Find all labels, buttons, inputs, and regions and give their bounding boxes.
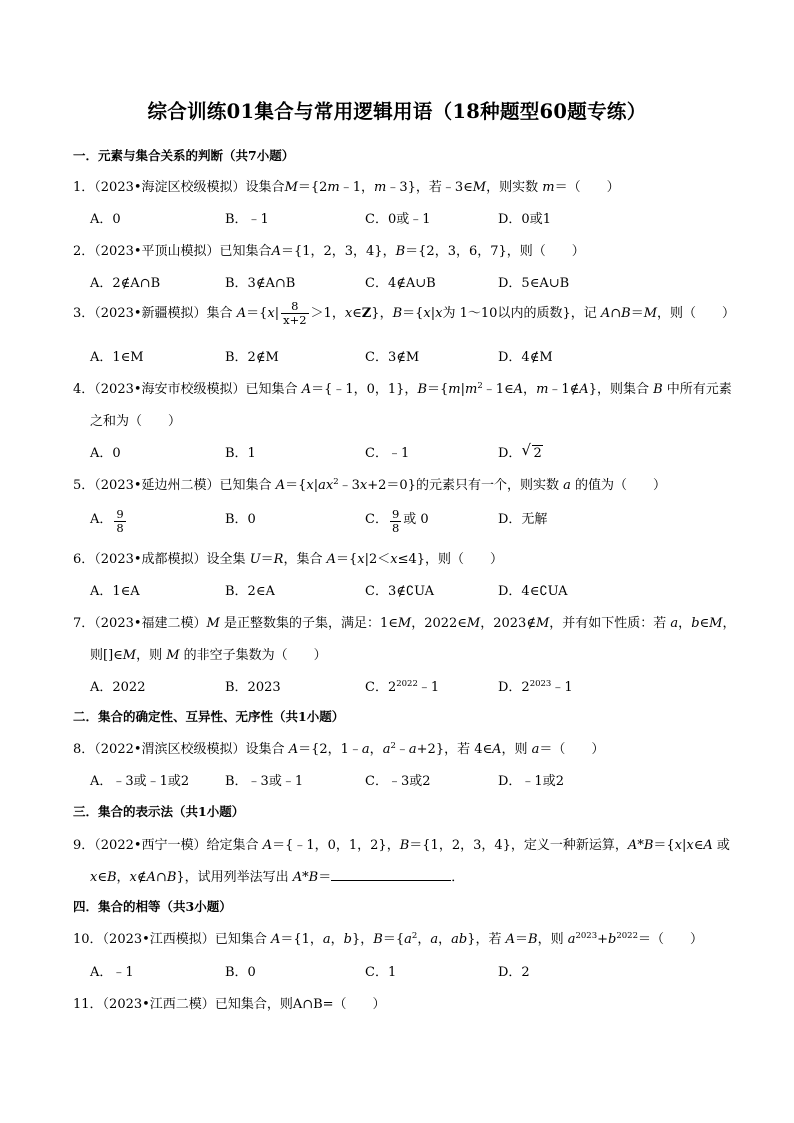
question-source: （2023•新疆模拟）	[94, 306, 207, 321]
options-q1	[90, 208, 790, 226]
question-number: 9．	[73, 838, 95, 853]
options-q8	[90, 770, 790, 788]
question-number: 1．	[73, 180, 95, 195]
question-number: 8．	[73, 742, 95, 757]
section-heading-4: 四．集合的相等（共3小题）	[73, 899, 232, 914]
option-c: C．3∉M	[365, 350, 420, 365]
option-c: C．4∉A∪B	[365, 276, 436, 291]
options-q6	[90, 580, 790, 598]
question-number: 7．	[73, 616, 95, 631]
option-a: A．0	[90, 212, 121, 227]
sqrt-2: √ 2	[521, 441, 542, 461]
question-source: （2023•平顶山模拟）	[94, 244, 220, 259]
question-source: （2023•江西模拟）	[102, 932, 215, 947]
section-heading-1: 一．元素与集合关系的判断（共7小题）	[73, 148, 295, 163]
question-9: 9．（2022•西宁一模）给定集合 A＝{﹣1，0，1，2}，B＝{1，2，3，4}，定义一种新运算，A*B＝{x|x∈A 或	[73, 838, 730, 853]
option-c: C．﹣3或2	[365, 774, 431, 789]
page-title: 综合训练01集合与常用逻辑用语（18种题型60题专练）	[147, 100, 647, 123]
option-b: B．2∈A	[225, 584, 275, 599]
option-b: B．0	[225, 965, 256, 980]
option-b: B．3∉A∩B	[225, 276, 296, 291]
option-d: D． √ 2	[498, 441, 542, 461]
option-a: A．0	[90, 446, 121, 461]
section-heading-2: 二．集合的确定性、互异性、无序性（共1小题）	[73, 709, 345, 724]
question-4-continuation: 之和为（ ）	[90, 414, 182, 429]
option-a: A． $\frac{9}{8}$	[90, 507, 124, 535]
options-q4	[90, 442, 790, 460]
question-10: 10．（2023•江西模拟）已知集合 A＝{1，a，b}，$B=\{a^2$，a，ab}，若 A＝B，则 $a^{2023}+b^{2022}=$（ ）	[73, 931, 703, 947]
option-d: D．无解	[498, 512, 548, 527]
question-source: （2023•海安市校级模拟）	[94, 382, 246, 397]
question-source: （2023•成都模拟）	[94, 552, 207, 567]
option-d: D．2	[498, 965, 530, 980]
options-q2	[90, 272, 790, 290]
question-number: 4．	[73, 382, 95, 397]
option-c: C．$2^{2022}﹣1$	[365, 679, 440, 695]
option-b: B．1	[225, 446, 256, 461]
option-c: C．﹣1	[365, 446, 410, 461]
options-q7	[90, 676, 790, 694]
question-4: 4．（2023•海安市校级模拟）已知集合 A＝{﹣1，0，1}，$B=\{m|m^2﹣1\in A$，m﹣1∉A}，则集合 B 中所有元素	[73, 381, 732, 397]
fraction: $\frac{8}{x+2}$	[283, 299, 307, 327]
options-q3	[90, 346, 790, 364]
question-2: 2．（2023•平顶山模拟）已知集合A＝{1，2，3，4}，B＝{2，3，6，7}，则（ ）	[73, 244, 585, 259]
question-7: 7．（2023•福建二模）M 是正整数集的子集，满足：1∈M，2022∈M，2023∉M，并有如下性质：若 a，b∈M，	[73, 616, 736, 631]
question-source: （2022•西宁一模）	[94, 838, 207, 853]
option-d: D．0或1	[498, 212, 551, 227]
question-source: （2022•渭滨区校级模拟）	[94, 742, 246, 757]
answer-blank[interactable]	[331, 868, 451, 881]
options-q5	[90, 502, 790, 535]
question-stem: 已知集合，则A∩B=（ ）	[214, 997, 386, 1012]
option-d: D．4∉M	[498, 350, 553, 365]
option-a: A．2∉A∩B	[90, 276, 161, 291]
question-number: 11．	[73, 997, 103, 1012]
option-a: A．1∈M	[90, 350, 144, 365]
question-6: 6．（2023•成都模拟）设全集 U＝R，集合 A＝{x|2＜x≤4}，则（ ）	[73, 552, 504, 567]
question-3: 3．（2023•新疆模拟）集合 A＝{x| $\frac{8}{x+2}$ ＞1，x∈Z}，B＝{x|x为 1～10以内的质数}，记 A∩B＝M，则（ ）	[73, 299, 736, 327]
question-number: 6．	[73, 552, 95, 567]
question-source: （2023•延边州二模）	[94, 478, 220, 493]
question-source: （2023•江西二模）	[102, 997, 215, 1012]
option-b: B．﹣1	[225, 212, 269, 227]
question-number: 2．	[73, 244, 95, 259]
option-b: B．2∉M	[225, 350, 279, 365]
question-8: 8．（2022•渭滨区校级模拟）设集合 A＝{2，1﹣a，$a^2﹣a+2$}，若 4∈A，则 a＝（ ）	[73, 741, 605, 757]
question-11	[73, 993, 386, 1012]
option-d: D．﹣1或2	[498, 774, 564, 789]
option-c: C．1	[365, 965, 397, 980]
question-9-continuation: x∈B，x∉A∩B}，试用列举法写出 A*B＝ ．	[90, 870, 465, 885]
options-q10	[90, 961, 790, 979]
option-a: A．﹣1	[90, 965, 134, 980]
option-a: A．1∈A	[90, 584, 140, 599]
option-b: B．0	[225, 512, 256, 527]
question-number: 10．	[73, 932, 103, 947]
question-number: 3．	[73, 306, 95, 321]
option-c: C． $\frac{9}{8}$ 或 0	[365, 507, 429, 535]
option-d: D．5∈A∪B	[498, 276, 570, 291]
option-d: D．$2^{2023}﹣1$	[498, 679, 573, 695]
question-source: （2023•海淀区校级模拟）	[94, 180, 246, 195]
question-7-continuation: 则[]∈M，则 M 的非空子集数为（ ）	[90, 648, 327, 663]
question-source: （2023•福建二模）	[94, 616, 207, 631]
option-a: A．﹣3或﹣1或2	[90, 774, 190, 789]
section-heading-3: 三．集合的表示法（共1小题）	[73, 804, 245, 819]
option-d: D．4∈∁UA	[498, 584, 568, 599]
option-b: B．2023	[225, 680, 281, 695]
option-a: A．2022	[90, 680, 146, 695]
question-number: 5．	[73, 478, 95, 493]
option-c: C．0或﹣1	[365, 212, 431, 227]
option-c: C．3∉∁UA	[365, 584, 435, 599]
question-1: 1．（2023•海淀区校级模拟）设集合M＝{2m﹣1，m﹣3}，若﹣3∈M，则实数 m＝（ ）	[73, 180, 620, 195]
question-5: 5．（2023•延边州二模）已知集合 $A=\{x|ax^2﹣3x+2=0\}$的元素只有一个，则实数 a 的值为（ ）	[73, 477, 666, 493]
option-b: B．﹣3或﹣1	[225, 774, 304, 789]
